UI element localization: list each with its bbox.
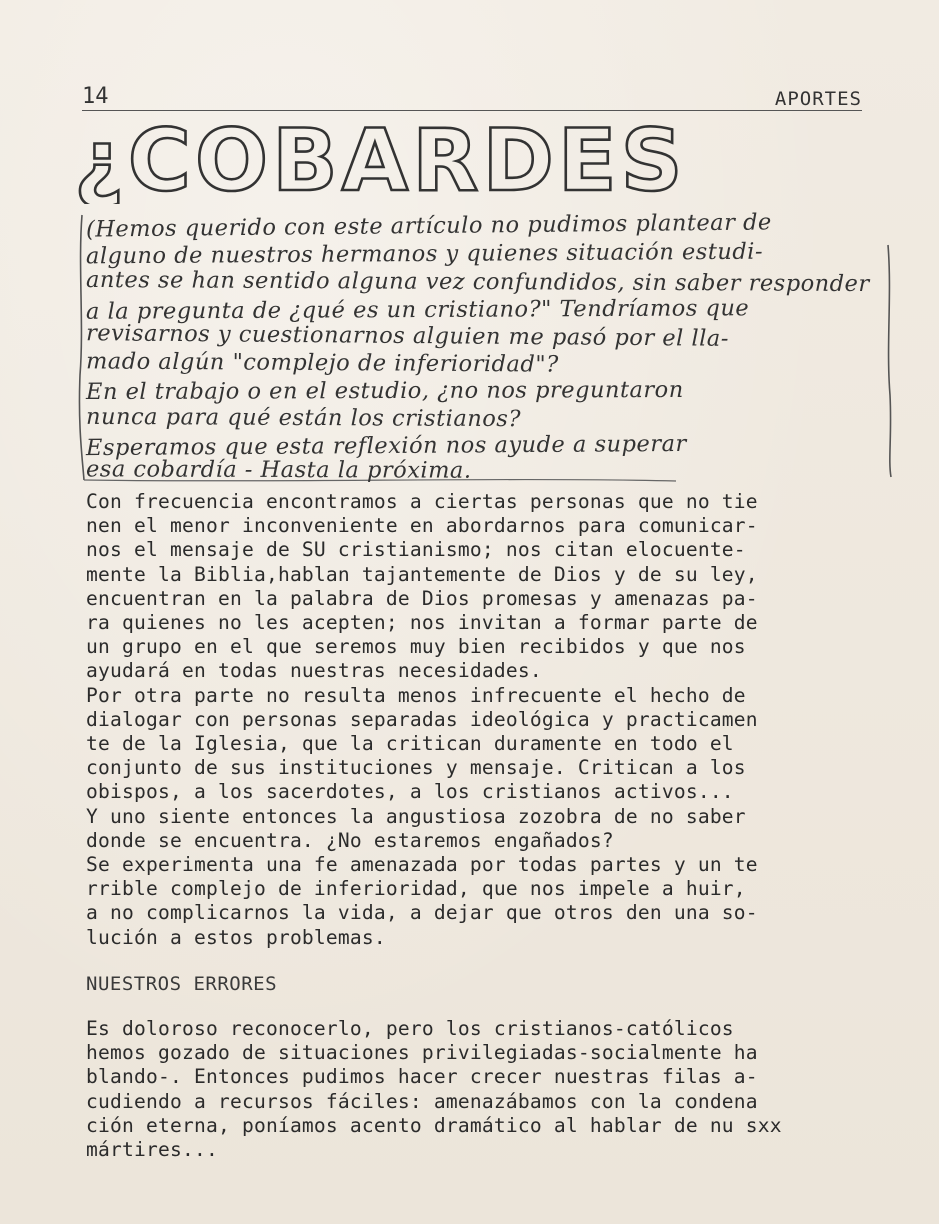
handwritten-line: alguno de nuestros hermanos y quienes situación estudi- (85, 238, 764, 270)
header-rule (82, 110, 862, 111)
handwritten-line: revisarnos y cuestionarnos alguien me pasó por el lla- (85, 320, 729, 352)
text-line: dialogar con personas separadas ideológica y practicamen (86, 707, 758, 731)
text-line: ción eterna, poníamos acento dramático al hablar de nu sxx (86, 1113, 782, 1137)
text-line: cudiendo a recursos fáciles: amenazábamos con la condena (86, 1089, 758, 1113)
text-line: Y uno siente entonces la angustiosa zozobra de no saber (86, 804, 746, 828)
text-line: mártires... (86, 1138, 218, 1162)
text-line: un grupo en el que seremos muy bien recibidos y que nos (86, 635, 746, 659)
title-lettering (70, 112, 710, 204)
text-line: ra quienes no les acepten; nos invitan a formar parte de (86, 611, 758, 635)
text-line: Es doloroso reconocerlo, pero los cristianos-católicos (86, 1017, 734, 1040)
magazine-name: APORTES (774, 88, 862, 110)
text-line: obispos, a los sacerdotes, a los cristianos activos... (86, 780, 734, 804)
text-line: a no complicarnos la vida, a dejar que otros den una so- (86, 901, 758, 925)
handwritten-line: antes se han sentido alguna vez confundidos, sin saber responder (85, 266, 870, 298)
handwritten-line: En el trabajo o en el estudio, ¿no nos preguntaron (85, 376, 684, 406)
text-line: hemos gozado de situaciones privilegiadas-socialmente ha (86, 1041, 758, 1065)
body-paragraph-2 (86, 1017, 916, 1162)
text-line: donde se encuentra. ¿No estaremos engañados? (86, 828, 614, 852)
text-line: lución a estos problemas. (86, 925, 386, 949)
text-line: encuentran en la palabra de Dios promesas y amenazas pa- (86, 586, 758, 610)
section-heading: NUESTROS ERRORES (86, 973, 278, 995)
text-line: blando-. Entonces pudimos hacer crecer nuestras filas a- (86, 1065, 758, 1089)
text-line: Se experimenta una fe amenazada por todas partes y un te (86, 853, 758, 877)
handwritten-line: a la pregunta de ¿qué es un cristiano?" Tendríamos que (85, 295, 750, 325)
handwritten-line: (Hemos querido con este artículo no pudimos plantear de (85, 209, 772, 243)
page-number: 14 (82, 84, 109, 109)
handwritten-note (76, 205, 898, 487)
text-line: rrible complejo de inferioridad, que nos impele a huir, (86, 877, 746, 901)
text-line: te de la Iglesia, que la critican duramente en todo el (86, 732, 734, 756)
handwritten-line: mado algún "complejo de inferioridad"? (85, 348, 559, 378)
text-line: conjunto de sus instituciones y mensaje. Critican a los (86, 756, 746, 780)
page-header (82, 84, 862, 114)
text-line: nos el mensaje de SU cristianismo; nos citan elocuente- (86, 538, 746, 562)
handwritten-line: nunca para qué están los cristianos? (85, 403, 522, 433)
body-paragraph-1 (86, 490, 906, 950)
handwritten-line: Esperamos que esta reflexión nos ayude a superar (85, 430, 687, 462)
handwritten-line: esa cobardía - Hasta la próxima. (85, 456, 472, 484)
article-title (70, 112, 710, 204)
text-line: ayudará en todas nuestras necesidades. (86, 659, 542, 683)
text-line: nen el menor inconveniente en abordarnos para comunicar- (86, 514, 758, 538)
text-line: mente la Biblia,hablan tajantemente de Dios y de su ley, (86, 562, 758, 586)
title-text: ¿COBARDES ? (74, 112, 710, 204)
text-line: Por otra parte no resulta menos infrecuente el hecho de (86, 683, 746, 707)
text-line: Con frecuencia encontramos a ciertas personas que no tie (86, 490, 758, 513)
